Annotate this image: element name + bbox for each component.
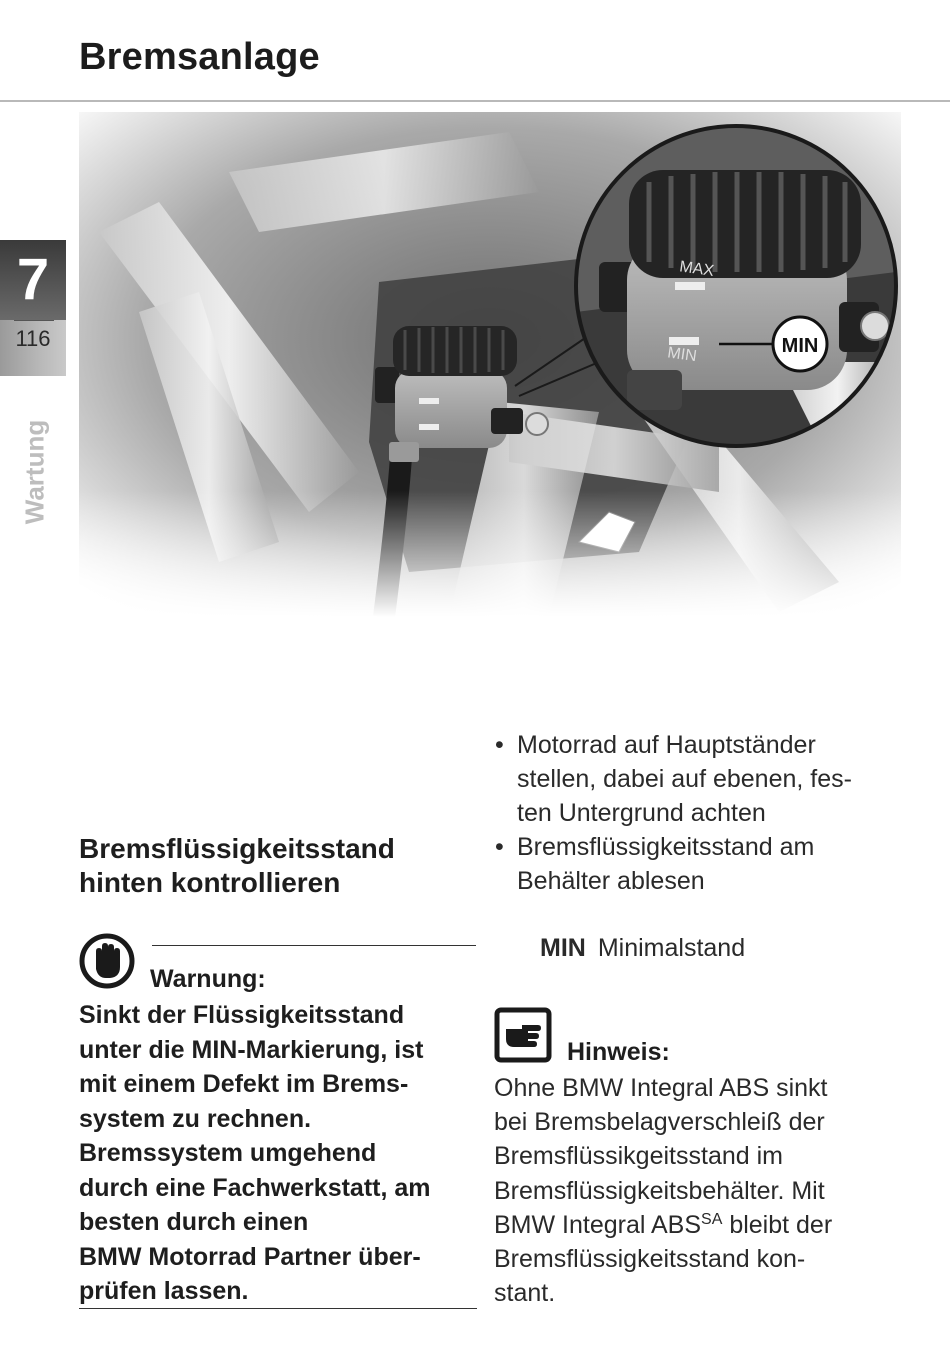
- note-pointing-hand-icon: [494, 1007, 552, 1063]
- section-heading-line1: Bremsflüssigkeitsstand: [79, 833, 395, 864]
- chapter-tab-divider: [14, 320, 54, 321]
- warning-title: Warnung:: [150, 965, 266, 993]
- warning-text: [79, 998, 477, 1309]
- note-line: Bremsflüssikgeitsstand im: [494, 1142, 783, 1171]
- note-line5-text: BMW Integral ABS: [494, 1210, 702, 1239]
- section-heading: [79, 832, 477, 900]
- warning-hand-icon: [79, 933, 135, 989]
- note-line: Bremsflüssigkeitsstand kon-: [494, 1245, 806, 1274]
- chapter-tab: [0, 240, 66, 376]
- brake-fluid-reservoir-illustration: [79, 112, 901, 617]
- page-number: 116: [15, 326, 51, 351]
- warning-line: prüfen lassen.: [79, 1277, 249, 1305]
- note-line: [494, 1208, 914, 1242]
- note-title: Hinweis:: [567, 1038, 670, 1066]
- warning-line: BMW Motorrad Partner über-: [79, 1242, 421, 1271]
- note-text: [494, 1071, 914, 1310]
- note-line: Ohne BMW Integral ABS sinkt: [494, 1074, 828, 1102]
- warning-bottom-rule: [79, 1308, 477, 1309]
- warning-line: unter die MIN-Markierung, ist: [79, 1035, 424, 1064]
- step-line: • Motorrad auf Hauptständer: [517, 731, 816, 759]
- reservoir-drawing: [79, 112, 901, 617]
- note-line: Bremsflüssigkeitsbehälter. Mit: [494, 1176, 825, 1205]
- step-line: stellen, dabei auf ebenen, fes-: [517, 765, 852, 793]
- chapter-number: 7: [16, 247, 50, 312]
- warning-line: Bremssystem umgehend: [79, 1139, 377, 1167]
- note-line: stant.: [494, 1279, 556, 1308]
- figure-legend: [540, 934, 745, 963]
- step-line: ten Untergrund achten: [517, 799, 766, 827]
- step-item: [494, 830, 914, 898]
- step-line: Behälter ablesen: [517, 867, 705, 895]
- header-divider: [0, 100, 950, 102]
- procedure-steps: [494, 728, 914, 898]
- note-line5-rest: bleibt der: [722, 1210, 833, 1239]
- legend-key: MIN: [540, 934, 586, 962]
- warning-top-rule: [152, 945, 476, 946]
- section-heading-line2: hinten kontrollieren: [79, 867, 341, 898]
- warning-line: besten durch einen: [79, 1208, 309, 1236]
- legend-description: Minimalstand: [597, 934, 746, 962]
- section-label: Wartung: [19, 419, 50, 525]
- warning-line: Sinkt der Flüssigkeitsstand: [79, 1001, 405, 1029]
- warning-line: mit einem Defekt im Brems-: [79, 1070, 409, 1098]
- note-line: bei Bremsbelagverschleiß der: [494, 1108, 825, 1137]
- step-line: • Bremsflüssigkeitsstand am: [517, 833, 815, 861]
- step-item: [494, 728, 914, 830]
- page-title: Bremsanlage: [79, 36, 320, 78]
- warning-line: system zu rechnen.: [79, 1104, 312, 1133]
- warning-line: durch eine Fachwerkstatt, am: [79, 1173, 431, 1202]
- note-superscript: SA: [701, 1210, 723, 1228]
